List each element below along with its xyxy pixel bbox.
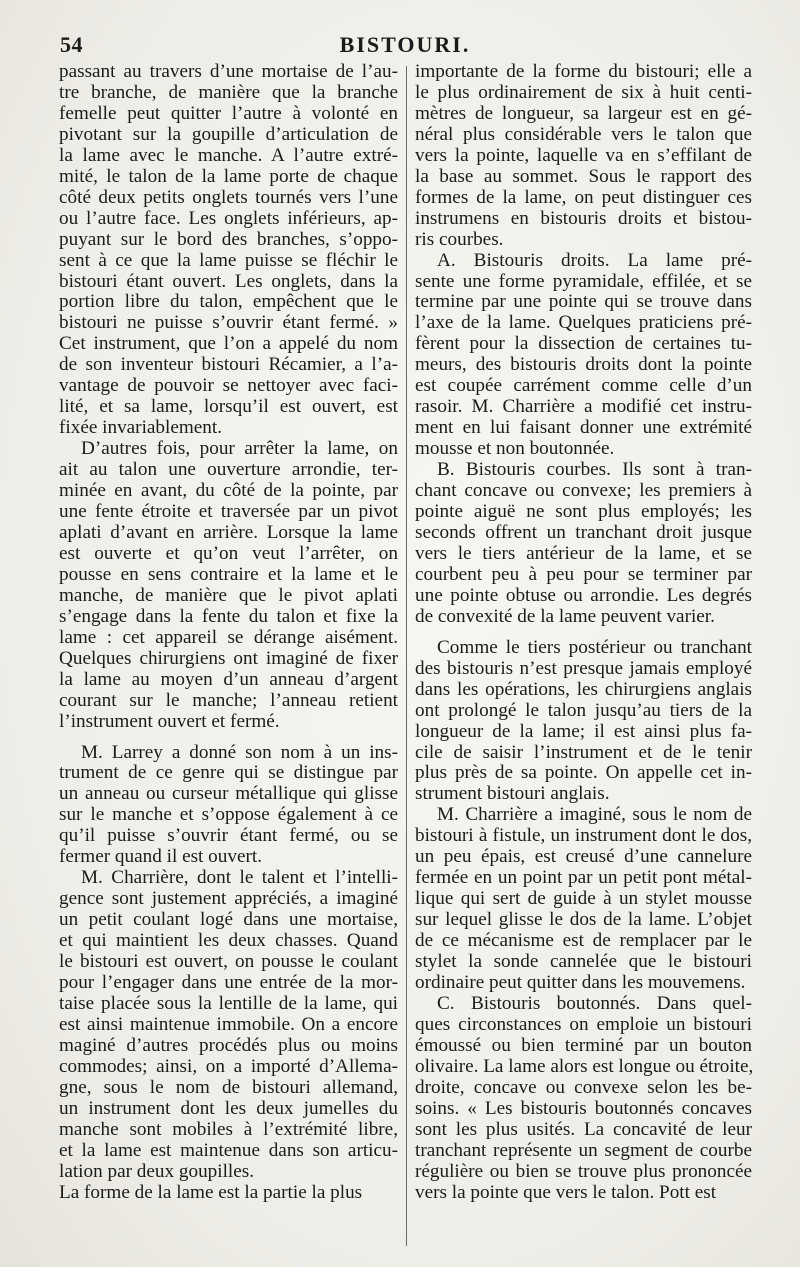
text-line: Comme le tiers postérieur ou tranchant bbox=[437, 636, 752, 658]
text-line: est coupée carrément comme celle d’un bbox=[415, 375, 752, 397]
text-line: de convexité de la lame peuvent varier. bbox=[415, 605, 715, 627]
text-line: ou l’autre face. Les onglets inférieurs, ap- bbox=[59, 207, 398, 229]
text-line: émoussé ou bien terminé par un bouton bbox=[415, 1034, 752, 1056]
text-line: minée en avant, du côté de la pointe, par bbox=[59, 480, 398, 502]
text-line: chant concave ou convexe; les premiers à bbox=[415, 480, 752, 502]
text-line: vantage de pouvoir se nettoyer avec faci- bbox=[59, 375, 398, 397]
text-line: mousse et non boutonnée. bbox=[415, 438, 615, 460]
text-line: M. Charrière, dont le talent et l’intelli- bbox=[81, 867, 398, 889]
text-line: s’engage dans la fente du talon et fixe la bbox=[59, 605, 398, 627]
text-line: trument de ce genre qui se distingue par bbox=[59, 762, 398, 784]
text-line: formes de la lame, on peut distinguer ces bbox=[415, 186, 752, 208]
text-line: le plus ordinairement de six à huit centi- bbox=[415, 81, 752, 103]
text-line: dans les opérations, les chirurgiens anglais bbox=[415, 678, 752, 700]
text-line: manche, de manière que le pivot aplati bbox=[59, 584, 398, 606]
text-line: fermée en un point par un petit pont métal- bbox=[415, 867, 752, 889]
text-line: ques circonstances on emploie un bistouri bbox=[415, 1013, 752, 1035]
text-line: fermer quand il est ouvert. bbox=[59, 846, 262, 868]
text-line: La forme de la lame est la partie la plus bbox=[59, 1181, 363, 1203]
text-line: côté deux petits onglets tournés vers l’une bbox=[59, 186, 398, 208]
text-line: sur le manche et s’oppose également à ce bbox=[59, 804, 398, 826]
text-line: ait au talon une ouverture arrondie, ter- bbox=[59, 459, 398, 481]
text-line: plus près de sa pointe. On appelle cet in- bbox=[415, 762, 752, 784]
text-line: courbent peu à peu pour se terminer par bbox=[415, 563, 752, 585]
text-line: femelle peut quitter l’autre à volonté en bbox=[59, 102, 398, 124]
text-line: vers le tiers antérieur de la lame, et se bbox=[415, 542, 752, 564]
text-line: un peu épais, est creusé d’une cannelure bbox=[415, 846, 752, 868]
text-line: l’axe de la lame. Quelques praticiens pré- bbox=[415, 312, 752, 334]
text-line: pour l’engager dans une entrée de la mor- bbox=[59, 971, 398, 993]
text-line: passant au travers d’une mortaise de l’au- bbox=[59, 61, 398, 82]
text-line: droite, concave ou convexe selon les be- bbox=[415, 1076, 752, 1098]
text-line: pointe aiguë ne sont plus employés; les bbox=[415, 501, 752, 523]
text-line: manche sont mobiles à l’extrémité libre, bbox=[59, 1118, 398, 1140]
text-line: courant sur le manche; l’anneau retient bbox=[59, 689, 398, 711]
text-line: strument bistouri anglais. bbox=[415, 783, 610, 805]
text-line: des bistouris n’est presque jamais employé bbox=[415, 657, 752, 679]
text-line: rasoir. M. Charrière a modifié cet instru- bbox=[415, 396, 752, 418]
text-line: de son inventeur bistouri Récamier, a l’a- bbox=[59, 354, 398, 376]
text-line: est ainsi maintenue immobile. On a encore bbox=[59, 1013, 398, 1035]
text-line: bistouri ne puisse s’ouvrir étant fermé. » bbox=[59, 312, 398, 334]
text-line: M. Charrière a imaginé, sous le nom de bbox=[437, 804, 752, 826]
text-line: l’instrument ouvert et fermé. bbox=[59, 710, 280, 732]
text-line: ment en lui faisant donner une extrémité bbox=[415, 417, 752, 439]
text-line: lame : cet appareil se dérange aisément. bbox=[59, 626, 398, 648]
text-line: lation par deux goupilles. bbox=[59, 1160, 255, 1182]
text-line: la base au sommet. Sous le rapport des bbox=[415, 165, 752, 187]
text-line: et qui maintient les deux chasses. Quand bbox=[59, 930, 398, 952]
text-line: commodes; ainsi, on a importé d’Allema- bbox=[59, 1055, 398, 1077]
text-line: un instrument dont les deux jumelles du bbox=[59, 1097, 398, 1119]
column-divider bbox=[406, 66, 407, 1246]
text-line: taise placée sous la lentille de la lame, qui bbox=[59, 992, 398, 1014]
text-line: B. Bistouris courbes. Ils sont à tran- bbox=[437, 459, 752, 481]
text-line: sur lequel glisse le dos de la lame. L’objet bbox=[415, 909, 752, 931]
text-line: vers la pointe que vers le talon. Pott est bbox=[415, 1181, 717, 1203]
text-line: lique qui sert de guide à un stylet mousse bbox=[415, 888, 752, 910]
text-line: une pointe obtuse ou arrondie. Les degrés bbox=[415, 584, 752, 606]
text-line: la lame avec le manche. A l’autre extré- bbox=[59, 144, 398, 166]
text-line: ont prolongé le talon jusqu’au tiers de la bbox=[415, 699, 752, 721]
text-line: instrumens en bistouris droits et bistou- bbox=[415, 207, 752, 229]
text-line: est ouverte et qu’on veut l’arrêter, on bbox=[59, 542, 398, 564]
text-line: seconds offrent un tranchant droit jusque bbox=[415, 521, 752, 543]
text-line: cile de saisir l’instrument et de le tenir bbox=[415, 741, 752, 763]
text-line: termine par une pointe qui se trouve dans bbox=[415, 291, 752, 313]
running-title: BISTOURI. bbox=[339, 32, 471, 57]
text-line: bistouri étant ouvert. Les onglets, dans la bbox=[59, 270, 398, 292]
text-line: Quelques chirurgiens ont imaginé de fixer bbox=[59, 647, 398, 669]
text-line: ris courbes. bbox=[415, 228, 504, 250]
text-line: de ce mécanisme est de remplacer par le bbox=[415, 930, 752, 952]
text-line: mité, le talon de la lame porte de chaque bbox=[59, 165, 398, 187]
text-line: fèrent pour la dissection de certaines tu- bbox=[415, 333, 752, 355]
text-line: néral plus considérable vers le talon que bbox=[415, 123, 752, 145]
text-line: mètres de longueur, sa largeur est en gé- bbox=[415, 102, 752, 124]
text-line: vers la pointe, laquelle va en s’effilant de bbox=[415, 144, 752, 166]
text-line: fixée invariablement. bbox=[59, 417, 223, 439]
text-line: bistouri à fistule, un instrument dont le dos, bbox=[415, 825, 752, 847]
text-line: portion libre du talon, empêchent que le bbox=[59, 291, 398, 313]
text-line: gence sont justement appréciés, a imaginé bbox=[59, 888, 398, 910]
text-line: puyant sur le bord des branches, s’oppo- bbox=[59, 228, 398, 250]
text-line: maginé d’autres procédés plus ou moins bbox=[59, 1034, 398, 1056]
text-line: A. Bistouris droits. La lame pré- bbox=[437, 249, 752, 271]
text-line: la lame au moyen d’un anneau d’argent bbox=[59, 668, 398, 690]
text-line: régulière ou bien se trouve plus prononcée bbox=[415, 1160, 752, 1182]
text-line: qu’il puisse s’ouvrir étant fermé, ou se bbox=[59, 825, 398, 847]
text-line: meurs, des bistouris droits dont la pointe bbox=[415, 354, 752, 376]
text-line: Cet instrument, que l’on a appelé du nom bbox=[59, 333, 398, 355]
text-line: une fente étroite et traversée par un pivot bbox=[59, 501, 398, 523]
text-line: pivotant sur la goupille d’articulation de bbox=[59, 123, 398, 145]
text-line: D’autres fois, pour arrêter la lame, on bbox=[81, 438, 398, 460]
text-line: importante de la forme du bistouri; elle a bbox=[415, 61, 752, 82]
text-line: stylet la sonde cannelée que le bistouri bbox=[415, 951, 752, 973]
text-line: un petit coulant logé dans une mortaise, bbox=[59, 909, 398, 931]
text-line: M. Larrey a donné son nom à un ins- bbox=[81, 741, 398, 763]
text-line: tranchant représente un segment de courbe bbox=[415, 1139, 752, 1161]
text-line: et la lame est maintenue dans son articu- bbox=[59, 1139, 398, 1161]
text-line: soins. « Les bistouris boutonnés concaves bbox=[415, 1097, 752, 1119]
text-line: sont les plus usités. La concavité de leur bbox=[415, 1118, 752, 1140]
text-line: un anneau ou curseur métallique qui glisse bbox=[59, 783, 398, 805]
text-line: lité, et sa lame, lorsqu’il est ouvert, est bbox=[59, 396, 398, 418]
text-line: olivaire. La lame alors est longue ou étroite, bbox=[415, 1055, 754, 1077]
text-line: le bistouri est ouvert, on pousse le coulant bbox=[59, 951, 398, 973]
text-line: gne, sous le nom de bistouri allemand, bbox=[59, 1076, 398, 1098]
page-header bbox=[60, 32, 750, 62]
page-number: 54 bbox=[60, 32, 83, 57]
right-column bbox=[415, 62, 752, 1203]
text-line: pousse en sens contraire et la lame et le bbox=[59, 563, 398, 585]
text-line: ordinaire peut quitter dans les mouvemens. bbox=[415, 971, 746, 993]
text-line: sent à ce que la lame puisse se fléchir le bbox=[59, 249, 398, 271]
text-line: aplati d’avant en arrière. Lorsque la lame bbox=[59, 521, 398, 543]
left-column bbox=[59, 62, 398, 1203]
text-line: longueur de la lame; il est ainsi plus fa- bbox=[415, 720, 752, 742]
text-line: sente une forme pyramidale, effilée, et se bbox=[415, 270, 752, 292]
text-line: C. Bistouris boutonnés. Dans quel- bbox=[437, 992, 752, 1014]
text-line: tre branche, de manière que la branche bbox=[59, 81, 398, 103]
